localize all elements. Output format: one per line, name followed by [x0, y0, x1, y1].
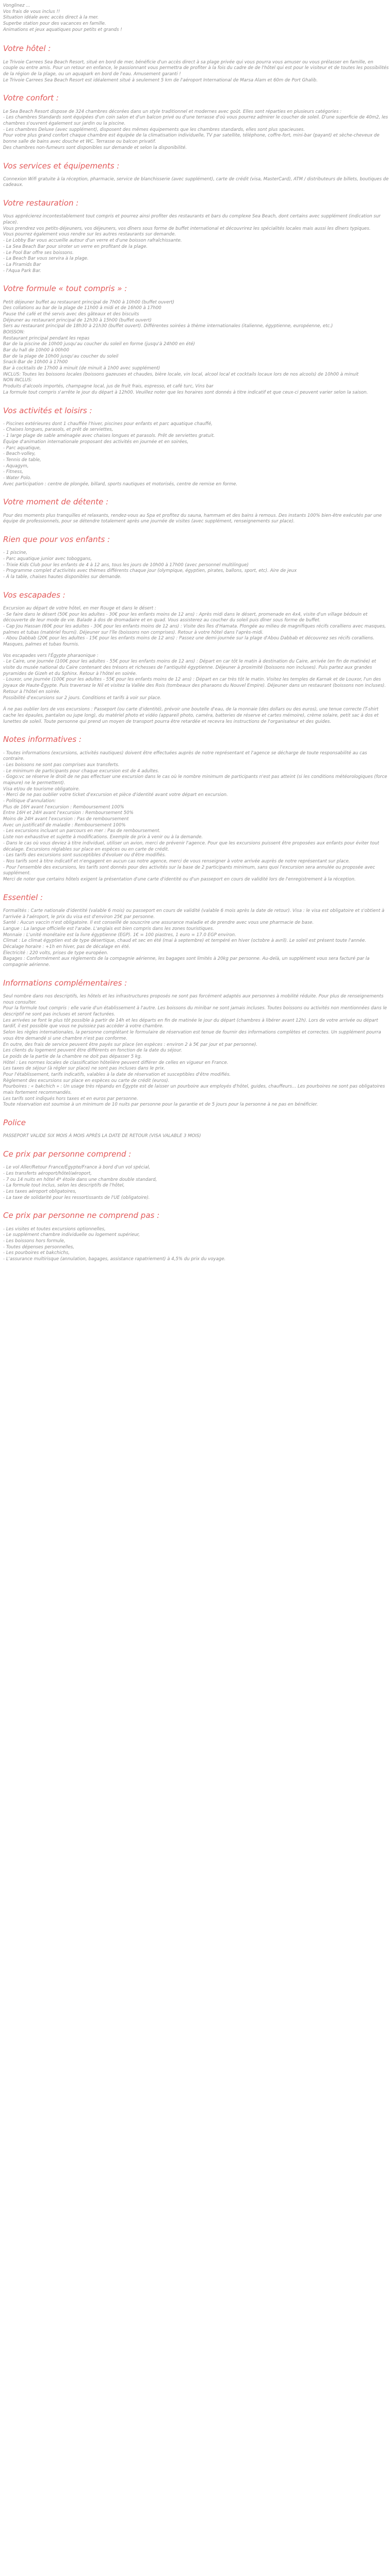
section-2	[3, 162, 389, 189]
intro-line: Situation idéale avec accès direct à la mer.	[3, 15, 99, 21]
paragraph-line: - 1 large plage de sable aménagée avec chaises longues et parasols. Prêt de serviettes gratuit.	[3, 433, 215, 439]
section-6	[3, 498, 389, 525]
paragraph-line: - 1 piscine,	[3, 550, 27, 556]
paragraph-line: Formalités : Carte nationale d'identité (valable 6 mois) ou passeport en cours de validité (valable 6 mois après la date de retour). Visa : le visa est obligatoire et s'obtient à l'arrivée à l'aéroport, le prix du visa est d'environ 25€ par personne.	[3, 908, 385, 920]
paragraph-line: La formule tout compris s'arrête le jour du départ à 12h00. Veuillez noter que les horaires sont donnés à titre indicatif et que ceux-ci peuvent varier selon la saison.	[3, 389, 368, 395]
intro-block	[3, 3, 389, 33]
paragraph-line: Pour l'établissement, tarifs indicatifs, valables à la date de réservation et susceptibles d'être modifiés.	[3, 1072, 231, 1077]
section-title: Essentiel :	[3, 892, 43, 902]
paragraph-line: Excursion au départ de votre hôtel, en mer Rouge et dans le désert :	[3, 605, 156, 611]
paragraph-line: Santé : Aucun vaccin n'est obligatoire. Il est conseillé de souscrire une assurance maladie et de prendre avec vous une pharmacie de base.	[3, 920, 314, 926]
section-5	[3, 406, 389, 488]
paragraph-line: Pour votre plus grand confort chaque chambre est équipée de la climatisation individuelle, TV par satellite, téléphone, coffre-fort, mini-bar (payant) et sèche-cheveux de bonne salle de bains avec douche et WC. Terrasse ou balcon privatif.	[3, 133, 380, 145]
paragraph-line: Plus de 16H avant l'excursion : Remboursement 100%	[3, 804, 124, 810]
paragraph-line: - La formule tout inclus, selon les descriptifs de l'hôtel,	[3, 1183, 125, 1189]
paragraph-line: - Les boissons hors formule,	[3, 1239, 66, 1244]
paragraph-line: - Dans le cas où vous deviez à titre individuel, utiliser un avion, merci de prévenir l'agence. Pour que les excursions puissent être proposées aux enfants pour éviter tout décalage. Excursions réglables sur place en espèces ou en carte de crédit.	[3, 840, 379, 852]
section-7	[3, 535, 389, 581]
section-title: Vos activités et loisirs :	[3, 405, 92, 415]
section-title: Votre moment de détente :	[3, 497, 109, 507]
paragraph-line: PASSEPORT VALIDE SIX MOIS À MOIS APRÈS LA DATE DE RETOUR (VISA VALABLE 3 MOIS)	[3, 1133, 201, 1139]
paragraph-line: - Toutes dépenses personnelles,	[3, 1244, 74, 1250]
paragraph-line: - Gogo:vc se réserve le droit de ne pas effectuer une excursion dans le cas où le nombre minimum de participants n'est pas atteint (si les conditions météorologiques (force majeure) ne le permettent).	[3, 774, 387, 786]
section-paragraph	[3, 60, 389, 84]
paragraph-line: Avec participation : centre de plongée, billard, sports nautiques et motorisés, centre de remise en forme.	[3, 481, 238, 487]
paragraph-line: - Le Lobby Bar vous accueille autour d'un verre et d'une boisson rafraîchissante.	[3, 238, 182, 244]
paragraph-line: Vos escapades vers l'Égypte pharaonique :	[3, 653, 99, 658]
section-paragraph	[3, 908, 389, 969]
paragraph-line: Électricité : 220 volts, prises de type européen.	[3, 950, 108, 956]
paragraph-line: - La Beach Bar vous servira à la plage.	[3, 256, 89, 262]
paragraph-line: Possibilité d'excursions sur 2 jours. Conditions et tarifs à voir sur place.	[3, 695, 161, 701]
paragraph-line: - Chaises longues, parasols, et prêt de serviettes,	[3, 427, 113, 433]
paragraph-line: - Abou Dabbab (20€ pour les adultes - 15€ pour les enfants moins de 12 ans) : Passez une demi-journée sur la plage d'Abou Dabbab et découvrez ses récifs coralliens. Masques, palmes et tubas fournis.	[3, 636, 374, 647]
section-title: Votre formule « tout compris » :	[3, 284, 127, 294]
section-title: Police	[3, 1118, 26, 1128]
paragraph-line: Bagages : Conformément aux règlements de la compagnie aérienne, les bagages sont limités à 20kg par personne. Au-delà, un supplément vous sera facturé par la compagnie aérienne.	[3, 956, 370, 968]
section-title: Votre restauration :	[3, 198, 79, 208]
paragraph-line: - l'Aqua Park Bar.	[3, 268, 41, 274]
section-paragraph	[3, 606, 389, 701]
section-9	[3, 735, 389, 883]
paragraph-line: Le poids de la partie de la chambre ne doit pas dépasser 5 kg.	[3, 1054, 142, 1059]
sections-container	[3, 44, 389, 1262]
paragraph-line: - Louxor, une journée (100€ pour les adultes - 55€ pour les enfants moins de 12 ans) : Départ en car très tôt le matin. Visitez les temples de Karnak et de Louxor, l'un des joyaux de Haute-Égypte. Puis traversez le Nil et visitez la Vallée des Rois (tombeaux des pharaons du Nouvel Empire). Déjeuner dans un restaurant (boissons non incluses). Retour à l'hôtel en soirée.	[3, 677, 386, 694]
paragraph-line: - Le vol Aller/Retour France/Égypte/France à bord d'un vol spécial,	[3, 1165, 151, 1171]
paragraph-line: Entre 16H et 24H avant l'excursion : Remboursement 50%	[3, 810, 134, 816]
paragraph-line: - Piscines extérieures dont 1 chauffée l'hiver, piscines pour enfants et parc aquatique chauffé,	[3, 421, 213, 427]
section-paragraph	[3, 1133, 389, 1140]
paragraph-line: Monnaie : L'unité monétaire est la livre égyptienne (EGP). 1€ = 100 piastres, 1 euro = 17.0 EGP environ.	[3, 932, 236, 938]
paragraph-line: - Cap Jou Hassan (60€ pour les adultes - 30€ pour les enfants moins de 12 ans) : Visite des îles d'Hamata. Plongée au milieu de magnifiques récifs coralliens avec masques, palmes et tubas (matériel fourni). Déjeuner sur l'île (boissons non comprises). Retour à votre hôtel dans l'après-midi.	[3, 623, 386, 635]
paragraph-line: Bar de la piscine de 10h00 jusqu'au coucher du soleil en forme (jusqu'à 24h00 en été)	[3, 342, 195, 347]
intro-line: Vos frais de vous inclus !!	[3, 9, 60, 14]
paragraph-line: Toute réservation est soumise à un minimum de 10 nuits par personne pour la garantie et de 5 jours pour la personne à ne pas en bénéficier.	[3, 1102, 318, 1108]
paragraph-line: Déjeuner au restaurant principal de 12h30 à 15h00 (buffet ouvert)	[3, 317, 152, 323]
paragraph-line: Vous apprécierez incontestablement tout compris et pourrez ainsi profiter des restaurants et bars du complexe Sea Beach, dont certains avec supplément (indication sur place).	[3, 214, 381, 226]
paragraph-line: BOISSON:	[3, 329, 25, 335]
paragraph-line: - Toutes informations (excursions, activités nautiques) doivent être effectuées auprès de notre représentant et l'agence se décharge de toute responsabilité au cas contraire.	[3, 750, 367, 762]
section-1	[3, 94, 389, 151]
paragraph-line: - Programme complet d'activités avec thèmes différents chaque jour (olympique, égyptien, pirates, ballons, sport, etc). Aire de jeux	[3, 568, 297, 574]
paragraph-line: - Aquagym,	[3, 463, 29, 469]
paragraph-line: Les clients du logement peuvent être différents en fonction de la date du séjour.	[3, 1048, 182, 1054]
paragraph-line: - Se faire dans le désert (50€ pour les adultes - 30€ pour les enfants moins de 12 ans) : Après midi dans le désert, promenade en 4x4, visite d'un village bédouin et découverte de leur mode de vie. Balade à dos de dromadaire et en quad. Vous assisterez au coucher du soleil puis dîner sous forme de buffet.	[3, 612, 368, 623]
paragraph-line: Pause thé café et thé servis avec des gâteaux et des biscuits	[3, 311, 139, 317]
section-title: Vos escapades :	[3, 590, 66, 600]
paragraph-gap	[3, 648, 389, 653]
paragraph-line: Visa et/ou de tourisme obligatoire.	[3, 786, 80, 792]
paragraph-line: - Fitness,	[3, 469, 23, 475]
section-paragraph	[3, 1227, 389, 1263]
paragraph-line: - Les excursions incluant un parcours en mer : Pas de remboursement.	[3, 828, 161, 834]
paragraph-line: - Les transferts aéroport/hôtel/aéroport,	[3, 1171, 92, 1176]
section-paragraph	[3, 994, 389, 1108]
paragraph-line: Des chambres non-fumeurs sont disponibles sur demande et selon la disponibilité.	[3, 145, 187, 150]
paragraph-line: Moins de 24H avant l'excursion : Pas de remboursement	[3, 817, 129, 822]
section-paragraph	[3, 1165, 389, 1201]
paragraph-line: - Les chambres Deluxe (avec supplément), disposent des mêmes équipements que les chambres standards, elles sont plus spacieuses.	[3, 127, 305, 132]
section-title: Vos services et équipements :	[3, 161, 120, 171]
paragraph-line: NON INCLUS:	[3, 378, 32, 383]
paragraph-line: Merci de noter que certains hôtels exigent la présentation d'une carte d'identité ou d'un passeport en cours de validité lors de l'enregistrement à la réception.	[3, 876, 356, 882]
paragraph-line: Les taxes de séjour (à régler sur place) ne sont pas incluses dans le prix.	[3, 1066, 166, 1072]
paragraph-line: Équipe d'animation internationale proposant des activités en journée et en soirées,	[3, 439, 189, 445]
paragraph-line: - L'assurance multirisque (annulation, bagages, assistance rapatriement) à 4,5% du prix du voyage.	[3, 1257, 226, 1262]
paragraph-line: - À la table, chaises hautes disponibles sur demande.	[3, 574, 122, 580]
intro-line: Animations et jeux aquatiques pour petits et grands !	[3, 27, 122, 32]
paragraph-line: - Les chambres Standards sont équipées d'un coin salon et d'un balcon privé ou d'une terrasse d'où vous pourrez admirer le coucher de soleil. D'une superficie de 40m2, les chambres s'ouvrent également sur jardin ou la piscine.	[3, 115, 388, 127]
paragraph-line: - Parc aquatique junior avec toboggans,	[3, 556, 92, 562]
paragraph-line: - Politique d'annulation:	[3, 799, 56, 804]
section-11	[3, 979, 389, 1108]
paragraph-line: Bar de la plage de 10h00 jusqu'au coucher du soleil	[3, 353, 119, 359]
paragraph-line: Snack-Bar de 10h00 à 17h00	[3, 360, 68, 365]
offer-page	[0, 0, 391, 1263]
paragraph-line: - La Piramids Bar	[3, 262, 41, 267]
section-paragraph	[3, 550, 389, 580]
paragraph-line: - Le Caire, une journée (100€ pour les adultes - 55€ pour les enfants moins de 12 ans) : Départ en car tôt le matin à destination du Caire, arrivée (en fin de matinée) et visite du musée national du Caire contenant des trésors et richesses de l'antiquité égyptienne. Déjeuner à proximité (boissons non incluses). Puis partez aux grandes pyramides de Gizeh et du Sphinx. Retour à l'hôtel en soirée.	[3, 659, 377, 676]
paragraph-line: Climat : Le climat égyptien est de type désertique, chaud et sec en été (mai à septembre) et tempéré en hiver (octobre à avril). Le soleil est présent toute l'année.	[3, 938, 366, 944]
section-13	[3, 1150, 389, 1201]
paragraph-line: - Beach-volley,	[3, 451, 36, 457]
paragraph-line: Règlement des excursions sur place en espèces ou carte de crédit (euros).	[3, 1078, 170, 1083]
section-14	[3, 1211, 389, 1262]
paragraph-line: Les tarifs sont indiqués hors taxes et en euros par personne.	[3, 1096, 138, 1101]
intro-line: Superbe station pour des vacances en famille.	[3, 21, 106, 27]
paragraph-line: - Le minimum de participants pour chaque excursion est de 4 adultes.	[3, 768, 159, 774]
paragraph-line: Décalage horaire : +1h en hiver, pas de décalage en été.	[3, 944, 131, 950]
paragraph-line: Hôtel : Les normes locales de classification hôtelière peuvent différer de celles en vigueur en France.	[3, 1060, 229, 1065]
paragraph-line: Avec un justificatif de maladie : Remboursement 100%	[3, 822, 126, 828]
paragraph-line: Pour la formule tout compris : elle varie d'un établissement à l'autre. Les boissons du minibar ne sont jamais incluses. Toutes boissons ou activités non mentionnées dans le descriptif ne sont pas incluses et seront facturées.	[3, 1006, 387, 1018]
paragraph-line: Langue : La langue officielle est l'arabe. L'anglais est bien compris dans les zones touristiques.	[3, 926, 215, 931]
section-title: Votre hôtel :	[3, 44, 51, 54]
paragraph-line: - Les tarifs des excursions sont susceptibles d'évoluer ou d'être modifiés.	[3, 853, 166, 858]
paragraph-line: Le Sea Beach Resort dispose de 324 chambres décorées dans un style traditionnel et modernes avec goût. Elles sont réparties en plusieurs catégories :	[3, 109, 342, 114]
section-paragraph	[3, 707, 389, 725]
paragraph-line: - Les taxes aéroport obligatoires,	[3, 1189, 77, 1194]
paragraph-line: - Water Polo.	[3, 475, 31, 481]
section-paragraph	[3, 300, 389, 396]
paragraph-line: Bar à cocktails de 17h00 à minuit (de minuit à 1h00 avec supplément)	[3, 366, 160, 371]
section-0	[3, 44, 389, 83]
paragraph-line: Vous pourrez également vous rendre sur les autres restaurants sur demande.	[3, 232, 176, 238]
paragraph-line: Pourboires : « bakchich » : Un usage très répandu en Égypte est de laisser un pourboire aux employés d'hôtel, guides, chauffeurs... Les pourboires ne sont pas obligatoires mais fortement recommandés.	[3, 1084, 385, 1095]
section-4	[3, 284, 389, 396]
paragraph-line: - Les boissons ne sont pas comprises aux transferts.	[3, 762, 120, 768]
paragraph-line: - Le Pool Bar offre ses boissons.	[3, 250, 74, 256]
paragraph-line: - Les visites et toutes excursions optionnelles,	[3, 1226, 106, 1232]
paragraph-line: Les arrivées se font le plus tôt possible à partir de 14h et les départs en fin de matinée le jour du départ (chambres à libérer avant 12h). Lors de votre arrivée ou départ tardif, il est possible que vous ne puissiez pas accéder à votre chambre.	[3, 1018, 378, 1029]
paragraph-line: - Parc aquatique,	[3, 445, 41, 451]
intro-line: Vonglinez ...	[3, 3, 30, 8]
section-title: Ce prix par personne comprend :	[3, 1149, 132, 1159]
paragraph-line: Le Trivoie Carrees Sea Beach Resort, situé en bord de mer, bénéficie d'un accès direct à sa plage privée qui vous pourra vous amuser ou vous prélasser en famille, en couple ou entre amis. Pour un retour en enfance, le passionnant vous permettra de profiter à la fois du cadre de de l'hôtel qui est pour le visiteur et de toutes les possibilités de la région de la plage, ou un aquapark en bord de l'eau. Amusement garanti !	[3, 59, 389, 77]
paragraph-line: Le Trivoie Carrees Sea Beach Resort est idéalement situé à seulement 5 km de l'aéroport International de Marsa Alam et 60m de Port Ghalib.	[3, 77, 318, 83]
paragraph-line: - Le supplément chambre individuelle ou logement supérieur,	[3, 1232, 140, 1238]
paragraph-line: Seul nombre dans nos descriptifs, les hôtels et les infrastructures proposés ne sont pas forcément adaptés aux personnes à mobilité réduite. Pour plus de renseignements nous consulter.	[3, 994, 384, 1005]
paragraph-line: À ne pas oublier lors de vos excursions : Passeport (ou carte d'identité), prévoir une boutelle d'eau, de la monnaie (des dollars ou des euros), une tenue correcte (T-shirt cache les épaules, pantalon ou jupe long), du matériel photo et vidéo (appareil photo, caméra, batteries de réserve et cartes mémoire), crème solaire, petit sac à dos et lunettes de soleil. Toute personne qui prend un moyen de transport pourra être retardée et recevra les instructions de l'organisateur et des guides.	[3, 707, 379, 724]
paragraph-line: - Les pourboires et bakchichs,	[3, 1250, 70, 1256]
paragraph-line: Bar du hall de 10h00 à 00h00	[3, 348, 70, 353]
paragraph-line: En outre, des frais de service peuvent être payés sur place (en espèces : environ 2 à 5€ par jour et par personne).	[3, 1042, 258, 1047]
paragraph-line: Selon les règles internationales, la personne complétant le formulaire de réservation est tenue de fournir des informations complètes et correctes. Un supplément pourra vous être demandé si une chambre n'est pas conforme.	[3, 1030, 381, 1041]
section-paragraph	[3, 751, 389, 883]
paragraph-line: Connexion Wifi gratuite à la réception, pharmacie, service de blanchisserie (avec supplément), carte de crédit (visa, MasterCard), ATM / distributeurs de billets, boutiques de cadeaux.	[3, 176, 389, 188]
paragraph-line: - Trixie Kids Club pour les enfants de 4 à 12 ans, tous les jours de 10h00 à 17h00 (avec personnel multilingue)	[3, 562, 249, 568]
paragraph-line: - Merci de ne pas oublier votre ticket d'excursion et pièce d'identité avant votre départ en excursion.	[3, 792, 228, 798]
paragraph-line: Des collations au bar de la plage de 11h00 à midi et de 16h00 à 17h00	[3, 306, 161, 311]
section-paragraph	[3, 421, 389, 488]
section-paragraph	[3, 109, 389, 151]
paragraph-line: Liste non exhaustive et sujette à modifications. Exemple de prix à venir ou à la demande.	[3, 835, 203, 840]
paragraph-line: INCLUS: Toutes les boissons locales (boissons gazeuses et chaudes, bière locale, vin local, alcool local et cocktails locaux lors de nos alcools) de 10h00 à minuit	[3, 371, 359, 377]
paragraph-line: Produits d'alcools importés, champagne local, jus de fruit frais, espresso, et café turc, Vins bar	[3, 384, 214, 389]
paragraph-line: Restaurant principal pendant les repas	[3, 335, 90, 341]
section-3	[3, 199, 389, 274]
paragraph-line: - Pour l'ensemble des excursions, les tarifs sont donnés pour des activités sur la base de 2 participants minimum, sans quoi l'excursion sera annulée ou proposée avec supplément.	[3, 865, 376, 876]
paragraph-line: Petit déjeuner buffet au restaurant principal de 7h00 à 10h00 (buffet ouvert)	[3, 299, 174, 305]
section-title: Ce prix par personne ne comprend pas :	[3, 1211, 160, 1221]
paragraph-line: - Nos tarifs sont à titre indicatif et n'engagent en aucun cas notre agence, merci de vous renseigner à votre arrivée auprès de notre représentant sur place.	[3, 858, 350, 864]
paragraph-line: - 7 ou 14 nuits en hôtel 4* étoile dans une chambre double standard,	[3, 1177, 157, 1182]
section-10	[3, 893, 389, 969]
section-title: Informations complémentaires :	[3, 978, 127, 988]
section-paragraph	[3, 177, 389, 189]
section-paragraph	[3, 214, 389, 274]
section-title: Notes informatives :	[3, 735, 82, 744]
section-12	[3, 1118, 389, 1140]
paragraph-line: - Tennis de table,	[3, 457, 41, 463]
paragraph-line: - La Sea Beach Bar pour siroter un verre en profitant de la plage.	[3, 244, 148, 249]
paragraph-line: Vous prendrez vos petits-déjeuners, vos déjeuners, vos dîners sous forme de buffet international et découvrirez les spécialités locales mais aussi les dîners typiques.	[3, 226, 371, 231]
paragraph-line: Sers au restaurant principal de 18h30 à 21h30 (buffet ouvert). Différentes soirées à thème internationales (italienne, égyptienne, européenne, etc.)	[3, 324, 333, 329]
section-8	[3, 591, 389, 725]
paragraph-line: Pour des moments plus tranquilles et relaxants, rendez-vous au Spa et profitez du sauna, hammam et des bains à remous. Des instants 100% bien-être exécutés par une équipe de professionnels, pour se détendre totalement après une journée de visites (avec supplément, renseignements sur place).	[3, 513, 382, 524]
section-title: Rien que pour vos enfants :	[3, 534, 110, 544]
section-title: Votre confort :	[3, 93, 59, 103]
section-paragraph	[3, 513, 389, 525]
paragraph-line: - La taxe de solidarité pour les ressortissants de l'UE (obligatoire).	[3, 1195, 150, 1200]
